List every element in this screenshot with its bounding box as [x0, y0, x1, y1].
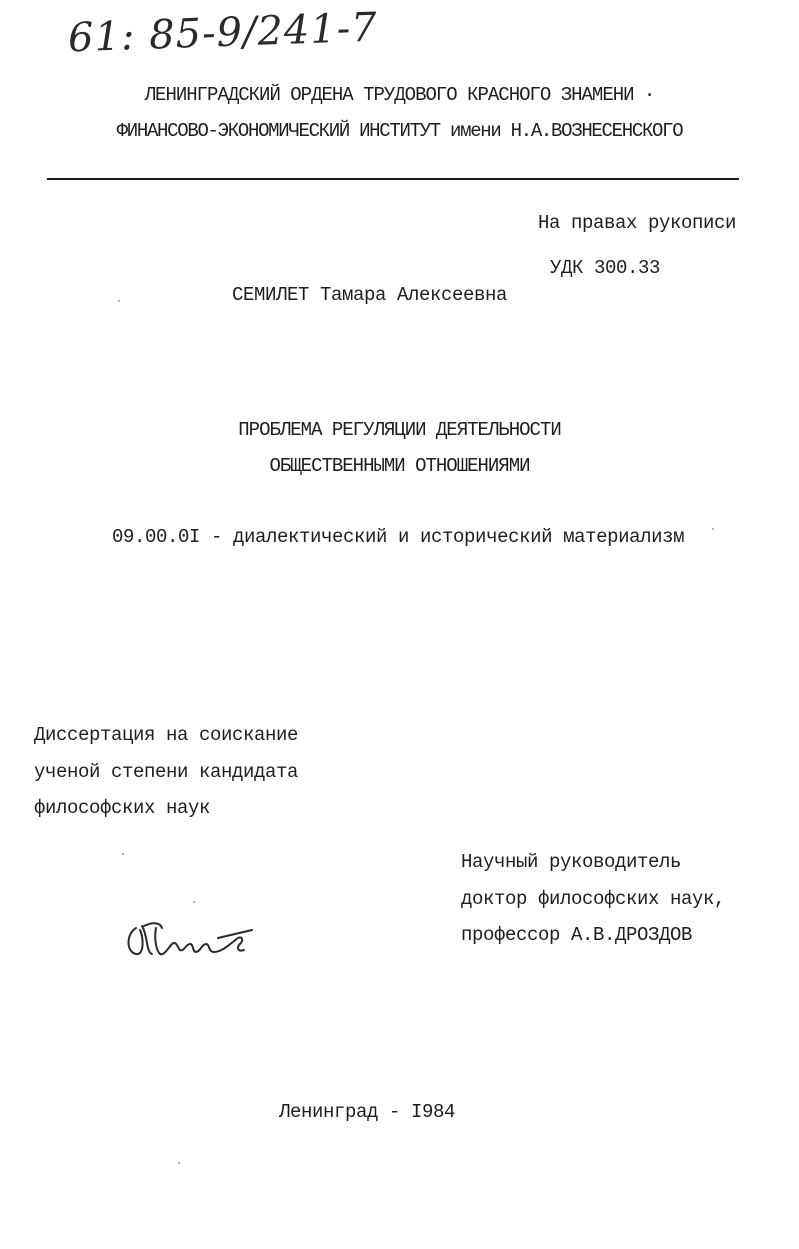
paper-speck [178, 1162, 180, 1164]
udc-code: УДК 300.33 [550, 257, 661, 279]
supervisor-label: Научный руководитель [461, 851, 682, 873]
place-and-year: Ленинград - I984 [279, 1101, 456, 1123]
thesis-title-line-2: ОБЩЕСТВЕННЫМИ ОТНОШЕНИЯМИ [269, 455, 530, 477]
author-signature [122, 908, 262, 968]
manuscript-rights-note: На правах рукописи [538, 212, 737, 234]
institution-line-2: ФИНАНСОВО-ЭКОНОМИЧЕСКИЙ ИНСТИТУТ имени Н.А.ВОЗНЕСЕНСКОГО [116, 120, 683, 142]
paper-speck [712, 528, 714, 530]
supervisor-name: профессор А.В.ДРОЗДОВ [461, 924, 693, 946]
author-name: СЕМИЛЕТ Тамара Алексеевна [232, 284, 508, 306]
paper-speck [193, 901, 195, 903]
thesis-title-line-1: ПРОБЛЕМА РЕГУЛЯЦИИ ДЕЯТЕЛЬНОСТИ [238, 419, 561, 441]
dissertation-note-line-3: философских наук [34, 797, 211, 819]
institution-line-1: ЛЕНИНГРАДСКИЙ ОРДЕНА ТРУДОВОГО КРАСНОГО ЗНАМЕНИ · [144, 84, 655, 106]
dissertation-note-line-2: ученой степени кандидата [34, 761, 299, 783]
header-divider [47, 178, 739, 180]
dissertation-note-line-1: Диссертация на соискание [34, 724, 299, 746]
supervisor-degree: доктор философских наук, [461, 888, 726, 910]
paper-speck [118, 300, 120, 302]
paper-speck [122, 853, 124, 855]
archive-mark-handwritten: 61: 85-9/241-7 [67, 4, 379, 62]
specialty-code: 09.00.0I - диалектический и исторический материализм [112, 526, 685, 548]
